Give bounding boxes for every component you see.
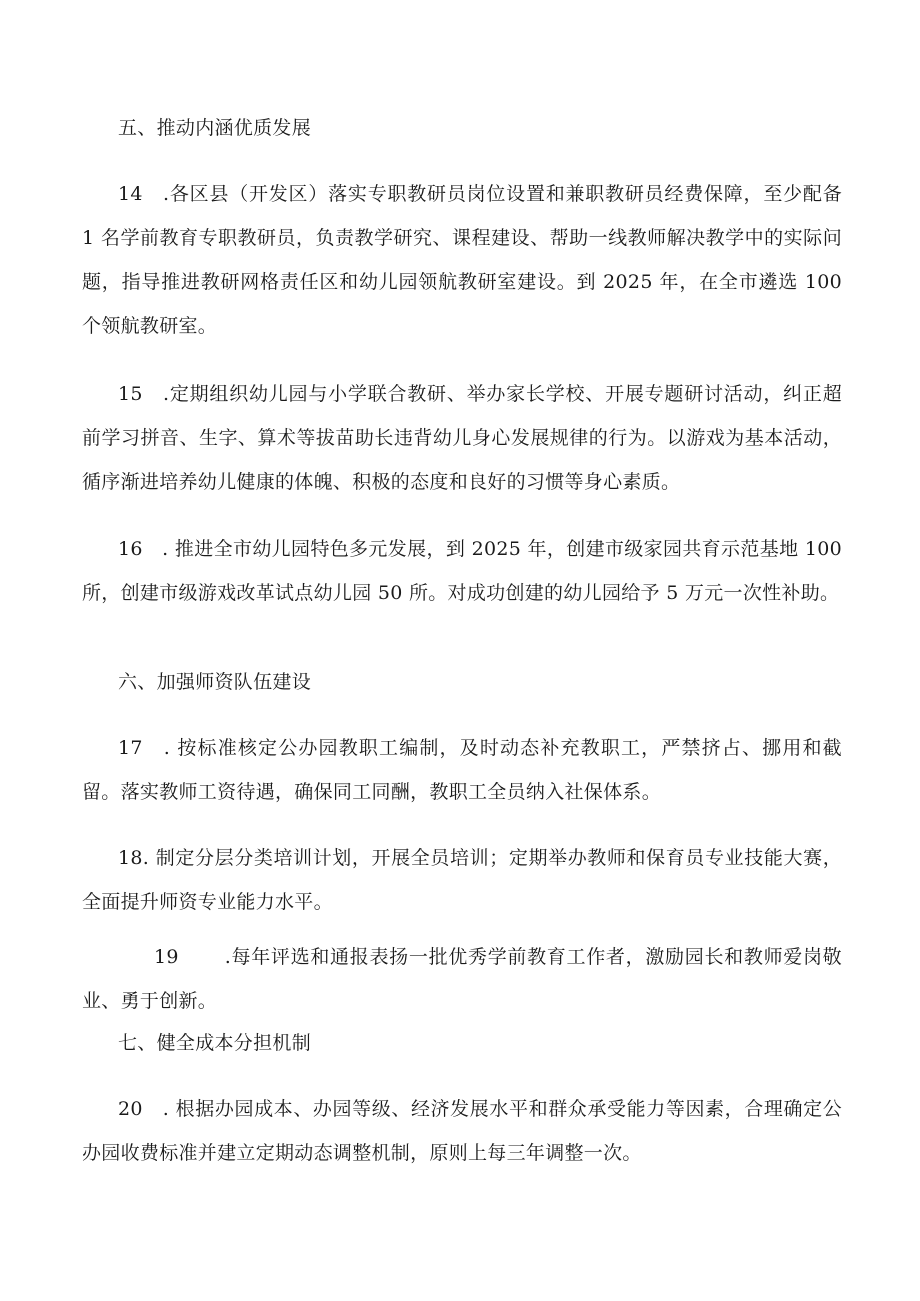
paragraph-19-number: 19: [154, 946, 179, 968]
paragraph-17: 17 . 按标准核定公办园教职工编制，及时动态补充教职工，严禁挤占、挪用和截留。落实教师工资待遇，确保同工同酬，教职工全员纳入社保体系。: [82, 737, 842, 803]
paragraph-20: 20 . 根据办园成本、办园等级、经济发展水平和群众承受能力等因素，合理确定公办园收费标准并建立定期动态调整机制，原则上每三年调整一次。: [82, 1098, 842, 1164]
paragraph-19: [82, 935, 842, 1023]
section-heading-7: 七、健全成本分担机制: [118, 1032, 312, 1054]
paragraph-18: 18. 制定分层分类培训计划，开展全员培训；定期举办教师和保育员专业技能大赛，全面提升师资专业能力水平。: [82, 847, 842, 913]
paragraph-15: 15 .定期组织幼儿园与小学联合教研、举办家长学校、开展专题研讨活动，纠正超前学习拼音、生字、算术等拔苗助长违背幼儿身心发展规律的行为。以游戏为基本活动，循序渐进培养幼儿健康的体魄、积极的态度和良好的习惯等身心素质。: [82, 383, 842, 493]
paragraph-16: 16 . 推进全市幼儿园特色多元发展，到 2025 年，创建市级家园共育示范基地 100 所，创建市级游戏改革试点幼儿园 50 所。对成功创建的幼儿园给予 5 万元一次性补助。: [82, 538, 842, 604]
paragraph-14: 14 .各区县（开发区）落实专职教研员岗位设置和兼职教研员经费保障，至少配备 1 名学前教育专职教研员，负责教学研究、课程建设、帮助一线教师解决教学中的实际问题，指导推进教研网格责任区和幼儿园领航教研室建设。到 2025 年，在全市遴选 100 个领航教研室。: [82, 183, 842, 337]
section-heading-6: 六、加强师资队伍建设: [118, 671, 312, 693]
section-heading-5: 五、推动内涵优质发展: [118, 117, 312, 139]
paragraph-19-text: .每年评选和通报表扬一批优秀学前教育工作者，激励园长和教师爱岗敬业、勇于创新。: [82, 946, 842, 1012]
